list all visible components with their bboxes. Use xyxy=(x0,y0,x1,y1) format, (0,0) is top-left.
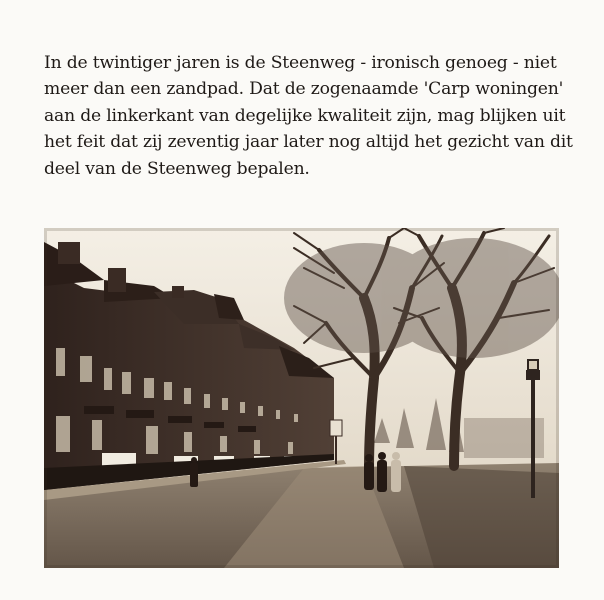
caption-line: In de twintiger jaren is de Steenweg - ironisch genoeg - niet xyxy=(44,53,557,73)
caption-line: meer dan een zandpad. Dat de zogenaamde 'Carp woningen' xyxy=(44,79,564,100)
historic-street-photo xyxy=(44,228,559,568)
caption-line: aan de linkerkant van degelijke kwaliteit zijn, mag blijken uit xyxy=(44,105,566,126)
caption-line: het feit dat zij zeventig jaar later nog altijd het gezicht van dit xyxy=(44,132,573,153)
caption-line: deel van de Steenweg bepalen. xyxy=(44,158,310,179)
branch-haze xyxy=(284,238,559,358)
caption-text xyxy=(44,50,573,182)
photo-illustration xyxy=(44,228,559,568)
